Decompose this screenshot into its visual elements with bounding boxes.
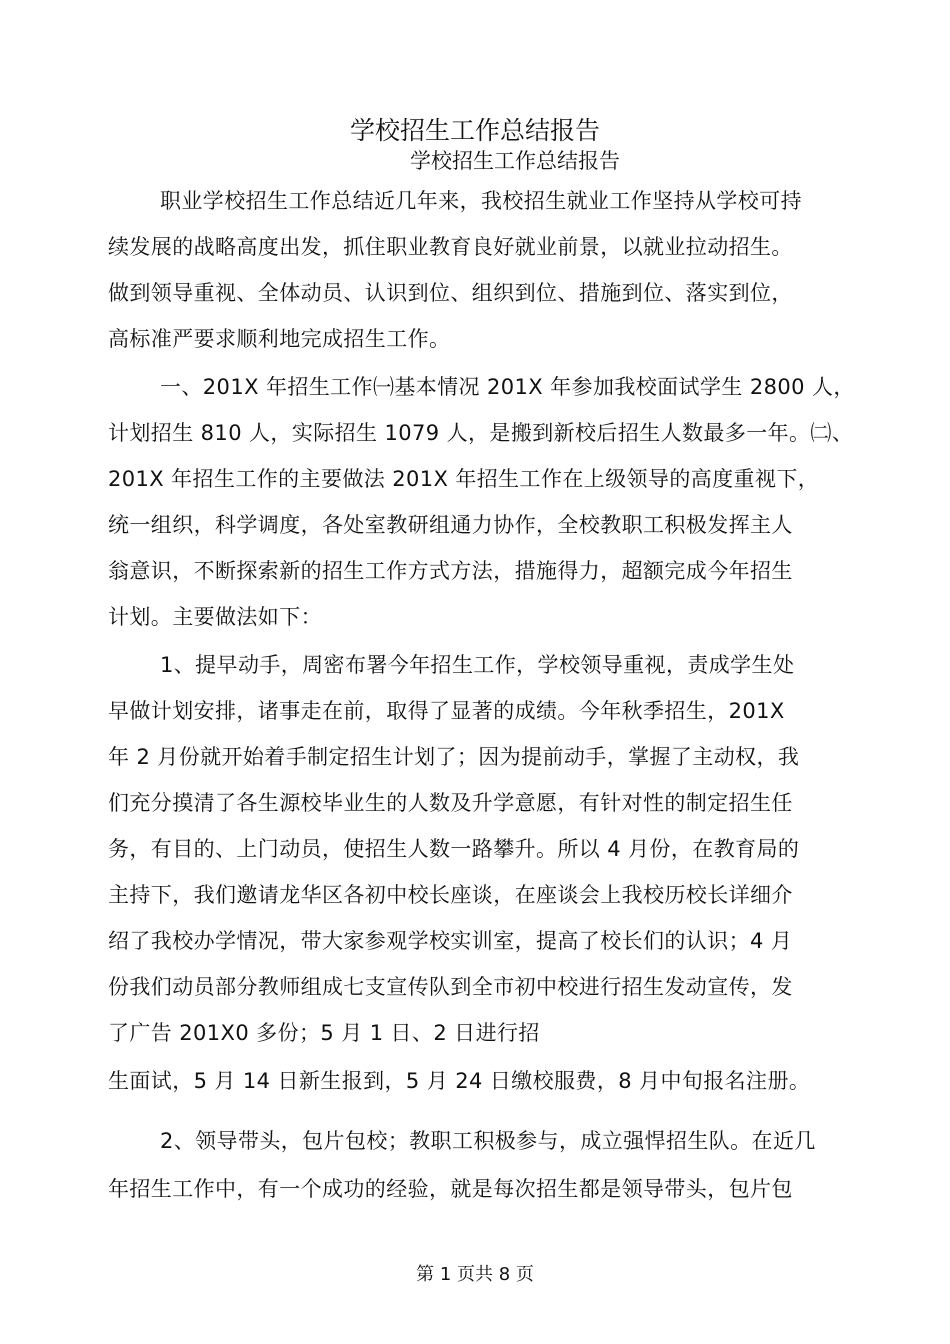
paragraph-line: 2、领导带头，包片包校；教职工积极参与，成立强悍招生队。在近几 <box>160 1129 816 1153</box>
paragraph-line: 早做计划安排，诸事走在前，取得了显著的成绩。今年秋季招生，201X <box>108 699 785 723</box>
paragraph-line: 绍了我校办学情况，带大家参观学校实训室，提高了校长们的认识；4 月 <box>108 929 793 953</box>
page-footer: 第 1 页共 8 页 <box>416 1264 534 1285</box>
paragraph-line: 生面试，5 月 14 日新生报到，5 月 24 日缴校服费，8 月中旬报名注册。 <box>108 1069 811 1093</box>
paragraph-line: 做到领导重视、全体动员、认识到位、组织到位、措施到位、落实到位， <box>108 281 793 305</box>
document-subtitle: 学校招生工作总结报告 <box>410 149 620 173</box>
paragraph-line: 们充分摸清了各生源校毕业生的人数及升学意愿，有针对性的制定招生任 <box>108 791 793 815</box>
paragraph-line: 了广告 201X0 多份；5 月 1 日、2 日进行招 <box>108 1021 540 1045</box>
paragraph-line: 201X 年招生工作的主要做法 201X 年招生工作在上级领导的高度重视下， <box>108 467 820 491</box>
paragraph-line: 计划招生 810 人，实际招生 1079 人，是搬到新校后招生人数最多一年。㈡、 <box>108 421 854 445</box>
paragraph-line: 年 2 月份就开始着手制定招生计划了；因为提前动手，掌握了主动权，我 <box>108 745 800 769</box>
paragraph-line: 翁意识，不断探索新的招生工作方式方法，措施得力，超额完成今年招生 <box>108 559 793 583</box>
paragraph-line: 统一组织，科学调度，各处室教研组通力协作，全校教职工积极发挥主人 <box>108 513 793 537</box>
paragraph-line: 续发展的战略高度出发，抓住职业教育良好就业前景，以就业拉动招生。 <box>108 235 793 259</box>
document-title: 学校招生工作总结报告 <box>349 116 600 145</box>
paragraph-line: 高标准严要求顺利地完成招生工作。 <box>108 327 451 351</box>
paragraph-line: 职业学校招生工作总结近几年来，我校招生就业工作坚持从学校可持 <box>160 189 802 213</box>
paragraph-line: 1、提早动手，周密布署今年招生工作，学校领导重视，责成学生处 <box>160 653 795 677</box>
paragraph-line: 份我们动员部分教师组成七支宣传队到全市初中校进行招生发动宣传，发 <box>108 975 793 999</box>
paragraph-line: 主持下，我们邀请龙华区各初中校长座谈，在座谈会上我校历校长详细介 <box>108 883 793 907</box>
paragraph-line: 年招生工作中，有一个成功的经验，就是每次招生都是领导带头，包片包 <box>108 1177 793 1201</box>
paragraph-line: 务，有目的、上门动员，使招生人数一路攀升。所以 4 月份，在教育局的 <box>108 837 800 861</box>
paragraph-line: 一、201X 年招生工作㈠基本情况 201X 年参加我校面试学生 2800 人， <box>160 375 855 399</box>
paragraph-line: 计划。主要做法如下： <box>108 605 322 629</box>
